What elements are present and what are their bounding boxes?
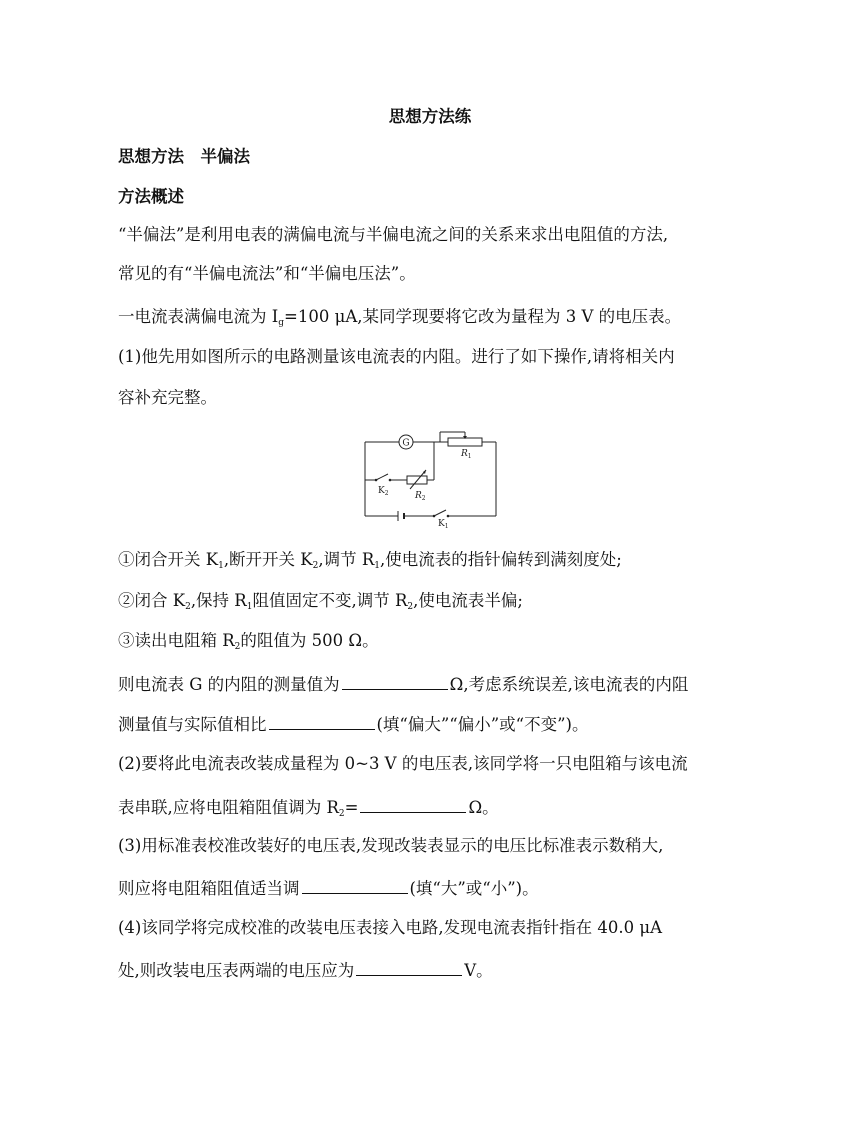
q2-sub: 2: [338, 809, 345, 819]
answer-blank-series-resistance[interactable]: [360, 795, 466, 813]
answer-blank-error-compare[interactable]: [269, 712, 375, 730]
answer-blank-adjust-direction[interactable]: [302, 876, 408, 894]
q1-ask1-text-b: Ω,考虑系统误差,该电流表的内阻: [449, 675, 689, 694]
section-heading: 思想方法 半偏法: [118, 147, 250, 166]
circuit-diagram: [360, 430, 505, 530]
q4-line-2: [118, 958, 493, 982]
battery-icon: [398, 511, 404, 521]
step2-text-b: ,保持 R: [190, 591, 247, 610]
rheostat-r1-icon: [448, 436, 482, 446]
q1-line-2: 容补充完整。: [118, 388, 217, 407]
intro-line-2: 常见的有“半偏电流法”和“半偏电压法”。: [118, 264, 416, 283]
q1-ask2-text-a: 测量值与实际值相比: [118, 715, 267, 734]
q2-text-c: Ω。: [468, 798, 499, 817]
q3-text-b: (填“大”或“小”)。: [409, 879, 539, 898]
step3-text-a: ③读出电阻箱 R: [118, 631, 235, 650]
r2-label: $R_2$: [415, 491, 426, 502]
k1-label: $K_1$: [438, 519, 449, 530]
q1-ask1-text-a: 则电流表 G 的内阻的测量值为: [118, 675, 340, 694]
q1-ask-2: [118, 712, 589, 736]
answer-blank-voltage[interactable]: [356, 958, 462, 976]
step1-text-c: ,调节 R: [318, 550, 375, 569]
problem-stem: [118, 306, 681, 328]
step-3: [118, 630, 379, 652]
step2-sub-1: 2: [185, 602, 191, 612]
step1-sub-2: 2: [312, 561, 319, 571]
q1-ask-1: [118, 672, 688, 696]
q3-line-1: (3)用标准表校准改装好的电压表,发现改装表显示的电压比标准表示数稍大,: [118, 836, 664, 855]
q2-line-2: [118, 795, 499, 819]
q1-line-1: (1)他先用如图所示的电路测量该电流表的内阻。进行了如下操作,请将相关内: [118, 347, 675, 366]
q3-text-a: 则应将电阻箱阻值适当调: [118, 879, 300, 898]
step2-text-a: ②闭合 K: [118, 591, 186, 610]
answer-blank-internal-resistance[interactable]: [342, 672, 448, 690]
r1-label: $R_1$: [461, 449, 472, 460]
intro-line-1: “半偏法”是利用电表的满偏电流与半偏电流之间的关系来求出电阻值的方法,: [118, 225, 669, 244]
step3-sub-1: 2: [234, 642, 241, 652]
q4-line-1: (4)该同学将完成校准的改装电压表接入电路,发现电流表指针指在 40.0 μA: [118, 918, 662, 937]
step1-sub-3: 1: [374, 561, 381, 571]
q4-text-a: 处,则改装电压表两端的电压应为: [118, 961, 355, 980]
galvanometer-icon: [399, 435, 413, 449]
overview-heading: 方法概述: [118, 187, 184, 206]
step-1: [118, 549, 622, 571]
step3-text-b: 的阻值为 500 Ω。: [240, 631, 379, 650]
step2-text-d: ,使电流表半偏;: [413, 591, 523, 610]
step2-text-c: 阻值固定不变,调节 R: [252, 591, 408, 610]
stem-text-a: 一电流表满偏电流为 I: [118, 307, 279, 326]
page-title: 思想方法练: [388, 107, 472, 126]
step2-sub-3: 2: [407, 602, 414, 612]
q2-line-1: (2)要将此电流表改装成量程为 0~3 V 的电压表,该同学将一只电阻箱与该电流: [118, 754, 688, 773]
q1-ask2-text-b: (填“偏大”“偏小”或“不变”)。: [376, 715, 589, 734]
q4-text-b: V。: [464, 961, 493, 980]
q2-text-b: =: [344, 798, 359, 817]
q2-text-a: 表串联,应将电阻箱阻值调为 R: [118, 798, 339, 817]
k2-label: $K_2$: [378, 486, 389, 497]
galvanometer-label: G: [402, 438, 410, 449]
step1-text-a: ①闭合开关 K: [118, 550, 219, 569]
step1-text-b: ,断开开关 K: [223, 550, 313, 569]
stem-sub: g: [278, 318, 285, 328]
step1-sub-1: 1: [218, 561, 224, 571]
step-2: [118, 590, 523, 612]
step1-text-d: ,使电流表的指针偏转到满刻度处;: [380, 550, 622, 569]
stem-text-b: =100 μA,某同学现要将它改为量程为 3 V 的电压表。: [284, 307, 682, 326]
q3-line-2: [118, 876, 539, 900]
resistance-box-r2-icon: [407, 470, 427, 489]
step2-sub-2: 1: [246, 602, 253, 612]
